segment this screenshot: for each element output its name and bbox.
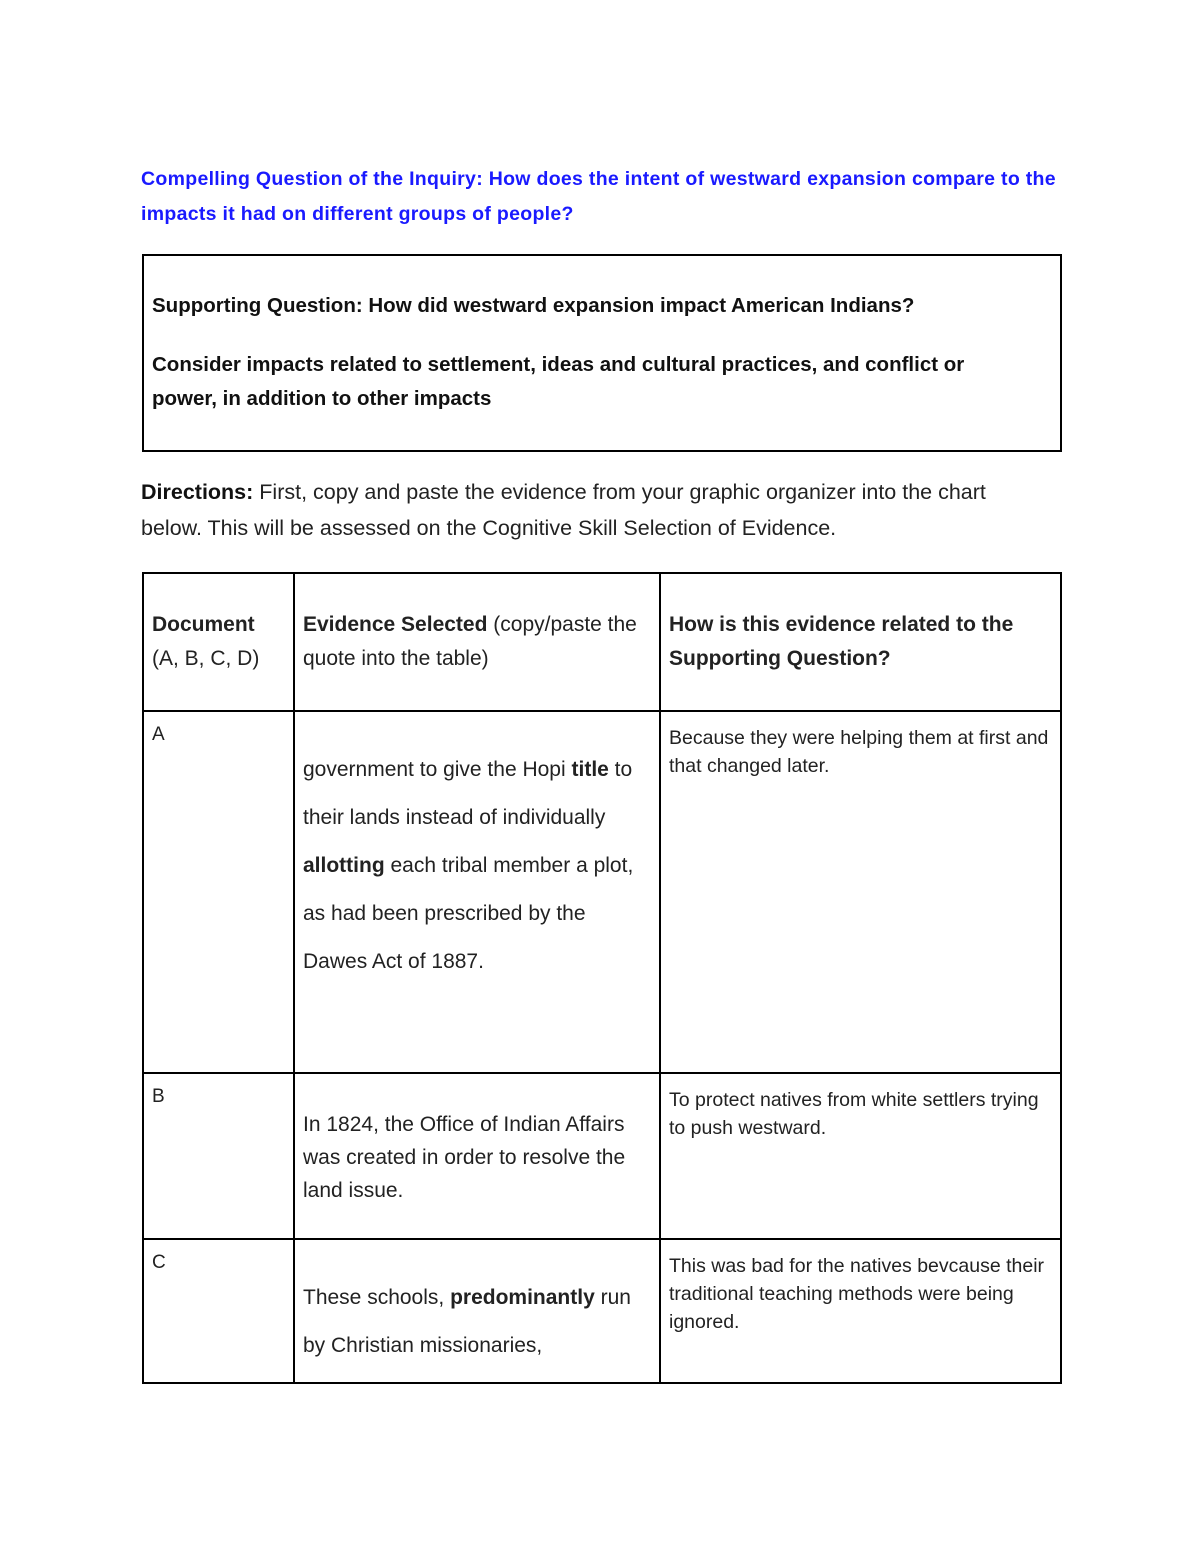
header-evidence (294, 573, 660, 711)
evidence-cell-c (294, 1239, 660, 1383)
related-text: This was bad for the natives bevcause their traditional teaching methods were being ignored. (669, 1255, 1045, 1333)
directions-label: Directions: (141, 480, 254, 504)
compelling-question: Compelling Question of the Inquiry: How does the intent of westward expansion compare to the impacts it had on different groups of people? (141, 168, 1056, 225)
related-cell-b (660, 1073, 1061, 1239)
table-row (143, 711, 1061, 1073)
doc-letter: B (152, 1086, 165, 1107)
related-cell-c (660, 1239, 1061, 1383)
evidence-cell-a (294, 711, 660, 1073)
header-related-label: How is this evidence related to the Supporting Question? (669, 613, 1014, 670)
supporting-question: Supporting Question: How did westward expansion impact American Indians? (152, 294, 915, 317)
directions-text: First, copy and paste the evidence from your graphic organizer into the chart below. This will be assessed on the Cognitive Skill Selection of Evidence. (141, 480, 986, 540)
header-document-label: Document (152, 613, 255, 636)
evidence-text: These schools, predominantly run by Christian missionaries, (303, 1286, 631, 1357)
related-text: To protect natives from white settlers trying to push westward. (669, 1089, 1039, 1139)
doc-letter: A (152, 724, 165, 745)
doc-cell-a (143, 711, 294, 1073)
table-row (143, 1073, 1061, 1239)
doc-letter: C (152, 1252, 166, 1273)
header-document (143, 573, 294, 711)
table-row (143, 1239, 1061, 1383)
supporting-question-box (142, 254, 1062, 452)
header-evidence-label: Evidence Selected (303, 613, 488, 636)
table-header-row (143, 573, 1061, 711)
evidence-table (142, 572, 1062, 1384)
evidence-text: government to give the Hopi title to their lands instead of individually allotting each tribal member a plot, as had been prescribed by the Dawes Act of 1887. (303, 758, 634, 973)
related-text: Because they were helping them at first and that changed later. (669, 727, 1049, 777)
related-cell-a (660, 711, 1061, 1073)
doc-cell-c (143, 1239, 294, 1383)
evidence-text: In 1824, the Office of Indian Affairs was created in order to resolve the land issue. (303, 1113, 626, 1202)
evidence-cell-b (294, 1073, 660, 1239)
header-evidence-sub: (copy/paste the quote into the table) (303, 613, 637, 670)
header-related (660, 573, 1061, 711)
directions (141, 474, 1051, 546)
consider-impacts-text: Consider impacts related to settlement, ideas and cultural practices, and conflict or power, in addition to other impacts (152, 353, 965, 410)
doc-cell-b (143, 1073, 294, 1239)
header-document-sub: (A, B, C, D) (152, 647, 260, 670)
